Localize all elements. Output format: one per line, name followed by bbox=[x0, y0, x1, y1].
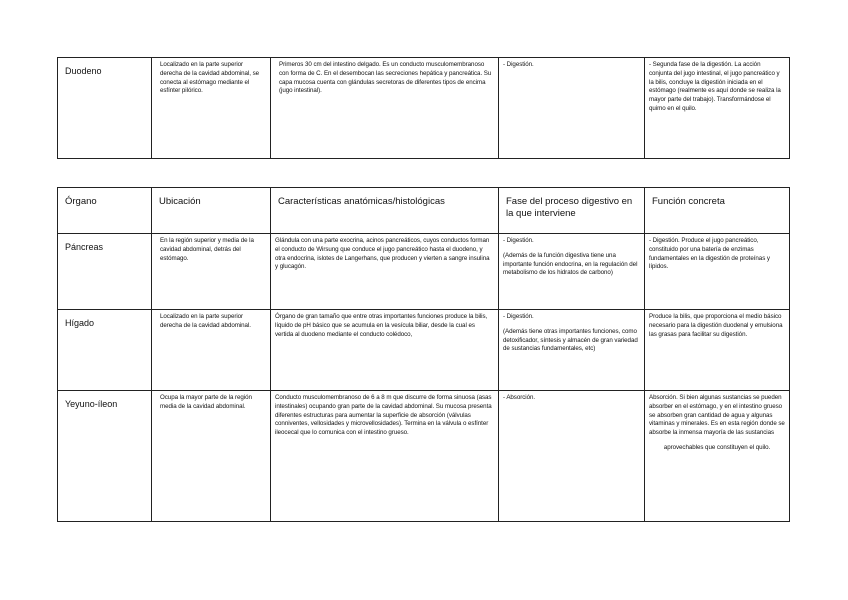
table-row bbox=[58, 310, 790, 391]
header-row bbox=[58, 188, 790, 234]
fase-cell bbox=[499, 391, 645, 522]
caracteristicas-cell bbox=[271, 58, 499, 159]
organ-cell: Páncreas bbox=[58, 234, 152, 310]
ubicacion-text: En la región superior y media de la cavidad abdominal, detrás del estómago. bbox=[160, 237, 254, 262]
funcion-text: - Digestión. Produce el jugo pancreático, constituido por una batería de enzimas fundamentales en la digestión de proteínas y lípidos. bbox=[649, 237, 770, 271]
table-row bbox=[58, 391, 790, 522]
caracteristicas-text: Primeros 30 cm del intestino delgado. Es un conducto musculomembranoso con forma de C. En el desembocan las secreciones hepática y pancreática. Su capa mucosa cuenta con glándulas secretoras de diferentes tipos de encima (jugo intestinal). bbox=[279, 61, 492, 95]
ubicacion-cell bbox=[152, 391, 271, 522]
header-fase: Fase del proceso digestivo en la que interviene bbox=[499, 188, 645, 234]
ubicacion-cell bbox=[152, 58, 271, 159]
funcion-cell bbox=[645, 310, 790, 391]
fase-text: - Absorción. bbox=[503, 394, 536, 401]
caracteristicas-text: Órgano de gran tamaño que entre otras importantes funciones produce la bilis, líquido de pH básico que se acumula en la vesícula biliar, desde la cual es vertida al duodeno mediante el conducto colédoco, bbox=[275, 313, 488, 338]
funcion-text: - Segunda fase de la digestión. La acción conjunta del jugo intestinal, el jugo pancreático y la bilis, concluye la digestión iniciada en el estómago (realmente es aquí donde se realiza la mayor parte del trabajo). Transformándose el quimo en el quilo. bbox=[649, 61, 781, 112]
ubicacion-cell bbox=[152, 310, 271, 391]
caracteristicas-cell bbox=[271, 310, 499, 391]
funcion-text: Produce la bilis, que proporciona el medio básico necesario para la digestión duodenal y emulsiona las grasas para facilitar su digestión. bbox=[649, 313, 783, 338]
ubicacion-text: Ocupa la mayor parte de la región media de la cavidad abdominal. bbox=[160, 394, 252, 410]
ubicacion-text: Localizado en la parte superior derecha de la cavidad abdominal, se conecta al estómago mediante el esfínter pilórico. bbox=[160, 61, 260, 95]
organ-cell: Yeyuno-íleon bbox=[58, 391, 152, 522]
table-organos bbox=[57, 187, 790, 522]
ubicacion-text: Localizado en la parte superior derecha de la cavidad abdominal. bbox=[160, 313, 251, 329]
fase-note: (Además de la función digestiva tiene una importante función endocrina, en la regulación del metabolismo de los hidratos de carbono) bbox=[503, 251, 638, 277]
funcion-tail: aprovechables que constituyen el quilo. bbox=[663, 443, 771, 451]
organ-cell: Hígado bbox=[58, 310, 152, 391]
ubicacion-cell bbox=[152, 234, 271, 310]
fase-cell bbox=[499, 234, 645, 310]
fase-cell bbox=[499, 310, 645, 391]
header-organo: Órgano bbox=[58, 188, 152, 234]
organ-cell: Duodeno bbox=[58, 58, 152, 159]
caracteristicas-cell bbox=[271, 391, 499, 522]
table-duodeno bbox=[57, 57, 790, 159]
fase-text: - Digestión. bbox=[503, 313, 534, 320]
fase-text: - Digestión. bbox=[503, 61, 534, 68]
fase-cell bbox=[499, 58, 645, 159]
fase-note: (Además tiene otras importantes funciones, como detoxificador, síntesis y almacén de gran variedad de sustancias fundamentales, etc) bbox=[503, 327, 638, 353]
fase-text: - Digestión. bbox=[503, 237, 534, 244]
table-row bbox=[58, 58, 790, 159]
caracteristicas-cell bbox=[271, 234, 499, 310]
funcion-cell bbox=[645, 391, 790, 522]
funcion-cell bbox=[645, 234, 790, 310]
funcion-text: Absorción. Si bien algunas sustancias se pueden absorber en el estómago, y en el intestino grueso se absorben gran cantidad de agua y algunas vitaminas y minerales. Es en esta región donde se absorbe la inmensa mayoría de las sustancias bbox=[649, 394, 785, 437]
header-caracteristicas: Características anatómicas/histológicas bbox=[271, 188, 499, 234]
funcion-cell bbox=[645, 58, 790, 159]
header-funcion: Función concreta bbox=[645, 188, 790, 234]
header-ubicacion: Ubicación bbox=[152, 188, 271, 234]
table-row bbox=[58, 234, 790, 310]
caracteristicas-text: Glándula con una parte exocrina, acinos pancreáticos, cuyos conductos forman el conducto de Wirsung que conduce el jugo pancreático hasta el duodeno, y otra endocrina, islotes de Langerhans, que producen y vierten a sangre insulina y glucagón. bbox=[275, 237, 490, 271]
caracteristicas-text: Conducto musculomembranoso de 6 a 8 m que discurre de forma sinuosa (asas intestinales) ocupando gran parte de la cavidad abdominal. Su mucosa presenta diferentes estructuras para aumentar la superficie de absorción (válvulas conniventes, vellosidades y microvellosidades). Termina en la válvula o esfínter ileocecal que lo comunica con el intestino grueso. bbox=[275, 394, 492, 437]
